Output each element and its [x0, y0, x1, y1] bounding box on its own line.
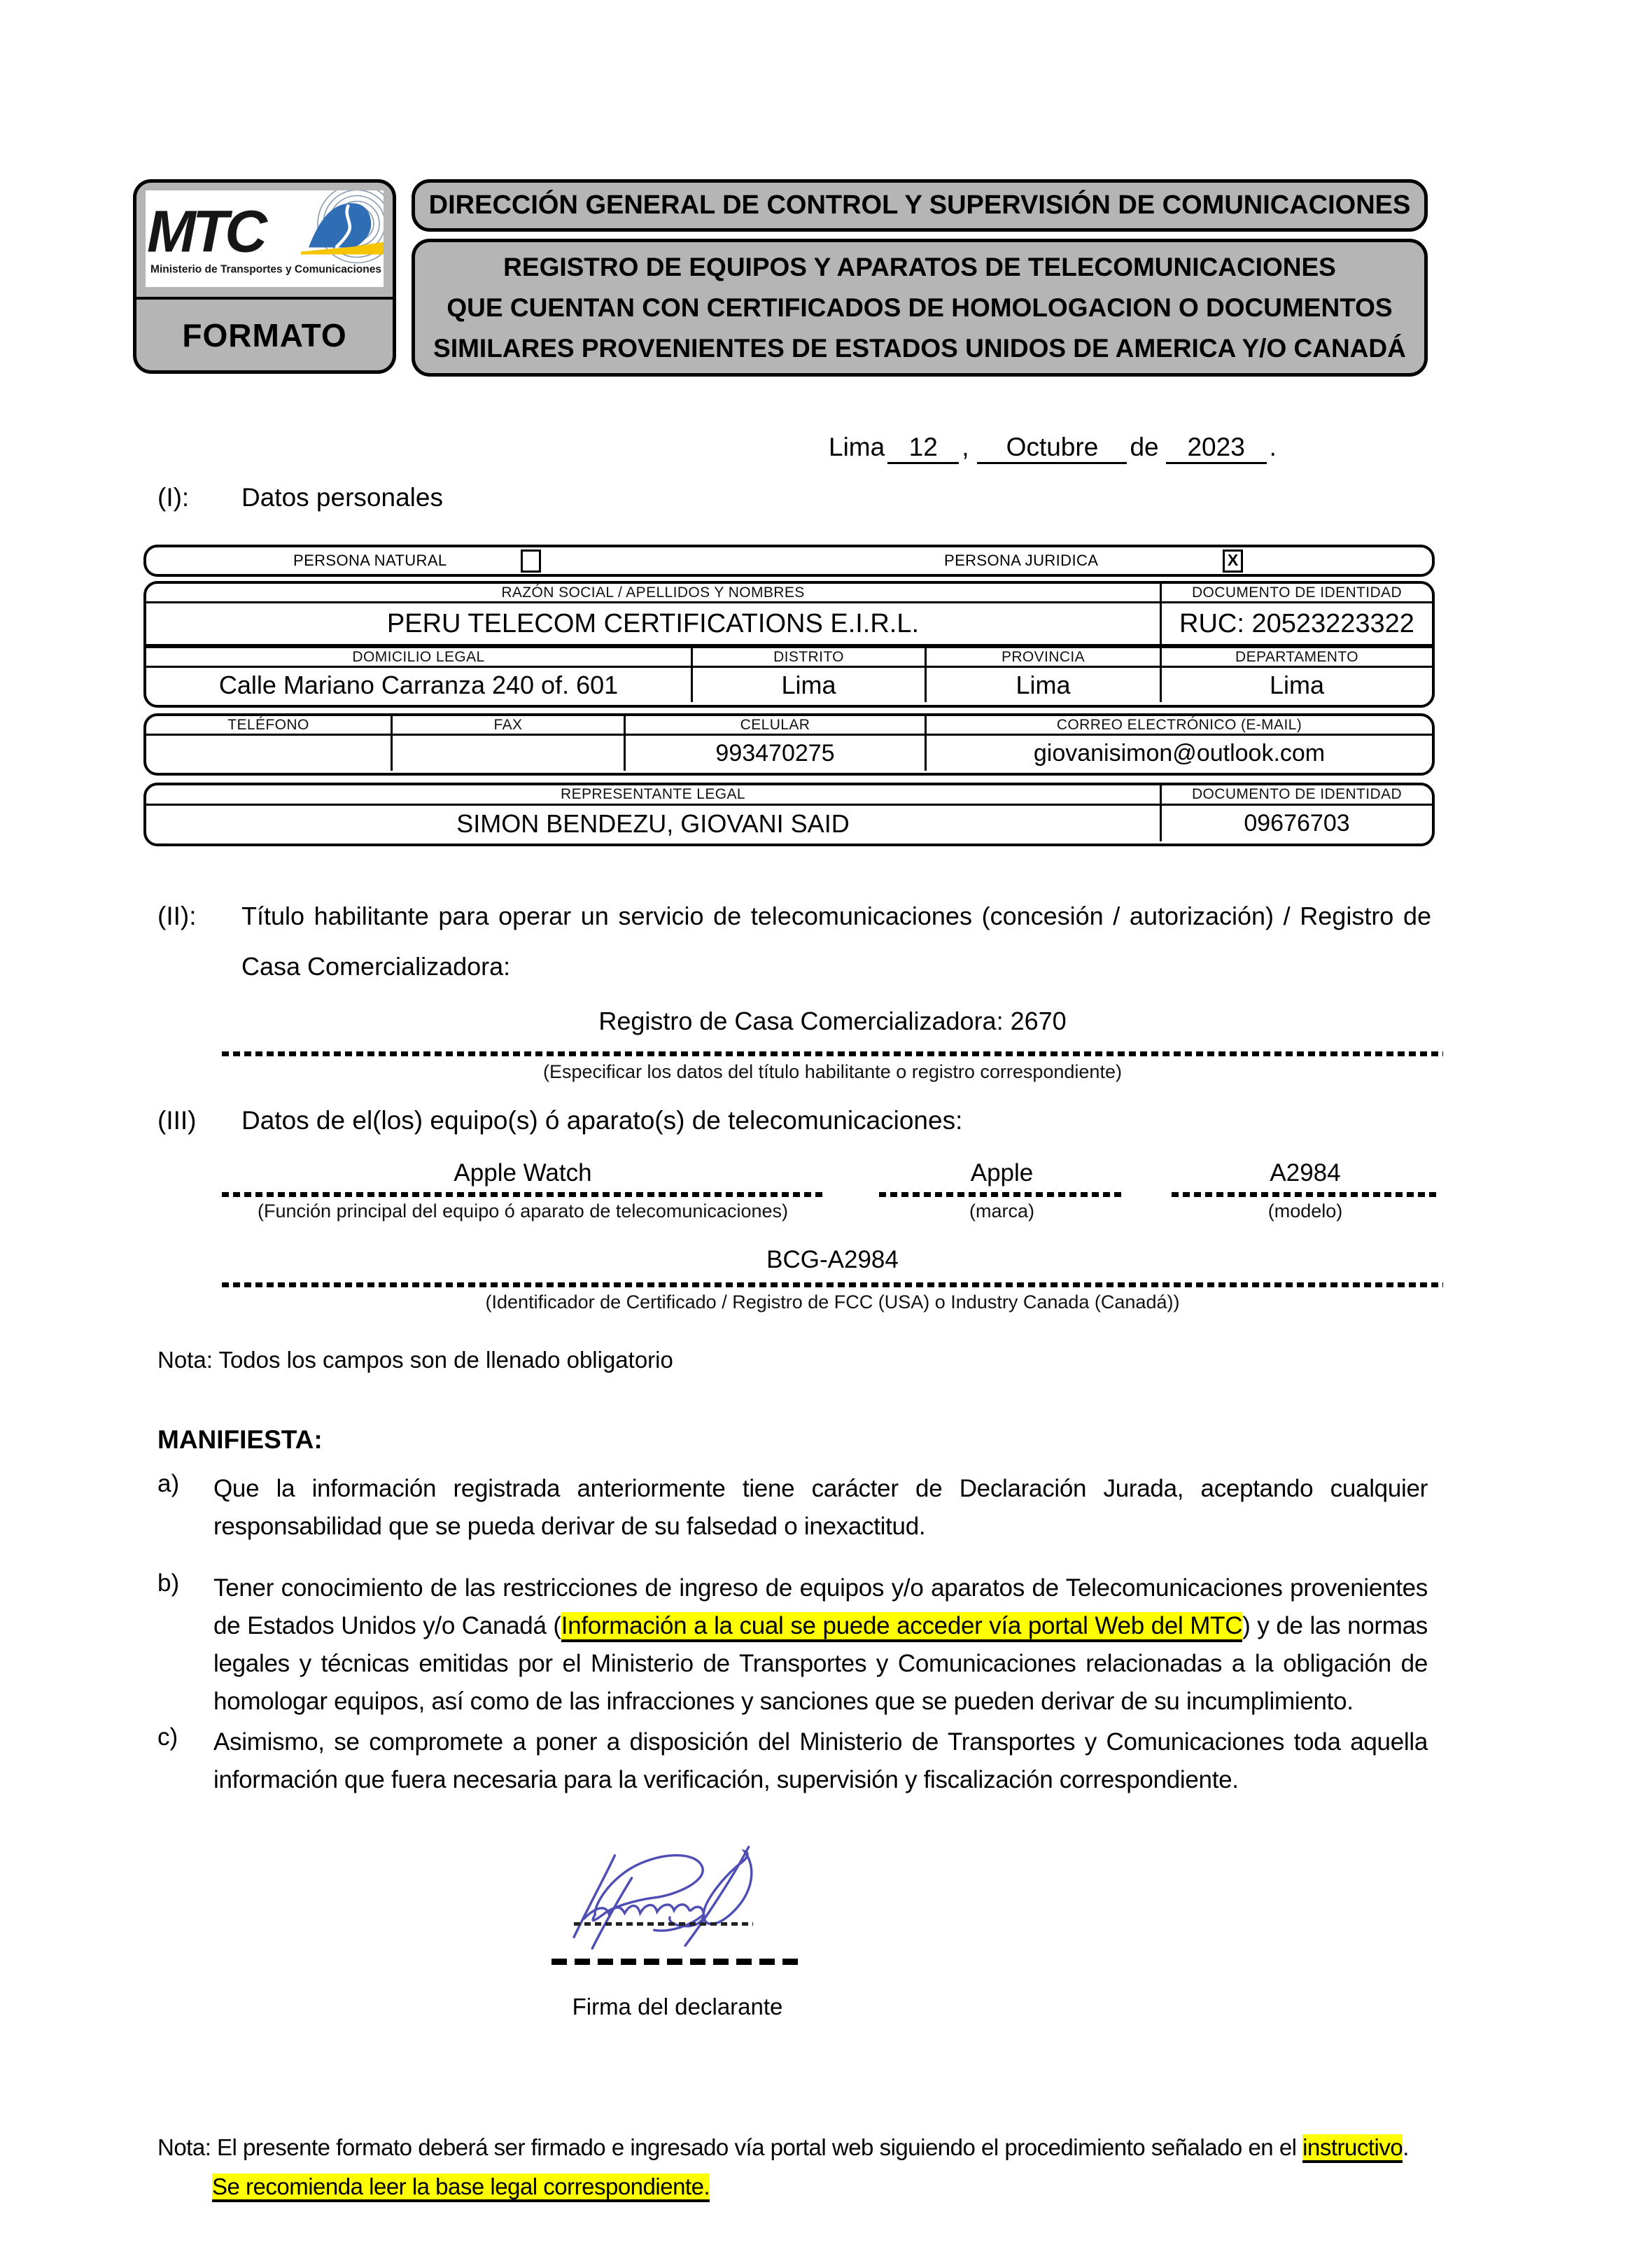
marca-fill-line [879, 1192, 1125, 1197]
domicilio-header-row [146, 648, 1432, 668]
departamento-value: Lima [1160, 668, 1432, 702]
section2-caption: (Especificar los datos del título habilitante o registro correspondiente) [543, 1061, 1122, 1082]
date-year-field: 2023 [1166, 433, 1267, 464]
representante-data-row [146, 806, 1432, 841]
persona-juridica-checkbox[interactable]: X [1223, 550, 1243, 573]
date-comma: , [962, 433, 969, 461]
date-city: Lima [829, 433, 885, 461]
funcion-fill-line [222, 1192, 824, 1197]
celular-header: CELULAR [624, 716, 925, 734]
nota-final-pre: Nota: El presente formato deberá ser firmado e ingresado vía portal web siguiendo el procedimiento señalado en el [157, 2134, 1303, 2160]
distrito-value: Lima [691, 668, 925, 702]
mtc-logo-text: MTC [147, 198, 264, 265]
direccion-title-box [412, 179, 1428, 232]
date-day-field: 12 [887, 433, 959, 464]
representante-value: SIMON BENDEZU, GIOVANI SAID [456, 808, 850, 838]
persona-type-row [143, 545, 1435, 577]
signature-line [551, 1959, 803, 1965]
formato-label: FORMATO [182, 316, 347, 354]
item-b-label: b) [157, 1569, 180, 1597]
telefono-header: TELÉFONO [227, 716, 309, 733]
doc-identidad-value: RUC: 20523223322 [1160, 603, 1432, 644]
correo-value: giovanisimon@outlook.com [925, 736, 1432, 771]
nota-final-period: . [1403, 2134, 1409, 2160]
representante-doc-header: DOCUMENTO DE IDENTIDAD [1160, 785, 1432, 804]
section3-title: Datos de el(los) equipo(s) ó aparato(s) de telecomunicaciones: [241, 1106, 963, 1135]
representante-header-row [146, 785, 1432, 806]
provincia-header: PROVINCIA [925, 648, 1160, 666]
section2-fill-line [222, 1051, 1443, 1056]
section1-title: Datos personales [241, 483, 443, 512]
domicilio-value: Calle Mariano Carranza 240 of. 601 [218, 670, 619, 699]
item-b-highlight: Información a la cual se puede acceder vía portal Web del MTC [561, 1612, 1242, 1642]
fax-header: FAX [391, 716, 624, 734]
registro-title-line2: QUE CUENTAN CON CERTIFICADOS DE HOMOLOGACION O DOCUMENTOS [447, 293, 1393, 322]
razon-social-data-row [146, 603, 1432, 648]
contacto-header-row [146, 716, 1432, 736]
fax-value [391, 736, 624, 771]
provincia-value: Lima [925, 668, 1160, 702]
manifiesta-title: MANIFIESTA: [157, 1425, 323, 1454]
correo-header: CORREO ELECTRÓNICO (E-MAIL) [925, 716, 1432, 734]
nota-final-highlight-base-legal: Se recomienda leer la base legal correspondiente. [212, 2174, 710, 2202]
persona-juridica-label: PERSONA JURIDICA [944, 552, 1099, 569]
representante-doc-value: 09676703 [1160, 806, 1432, 841]
doc-identidad-header: DOCUMENTO DE IDENTIDAD [1160, 584, 1432, 601]
nota-final [157, 2128, 1473, 2206]
persona-natural-label: PERSONA NATURAL [293, 552, 447, 569]
section3-label: (III) [157, 1106, 197, 1135]
mtc-logo [146, 190, 384, 287]
date-month-field: Octubre [977, 433, 1127, 464]
registro-casa-value: Registro de Casa Comercializadora: 2670 [598, 1007, 1067, 1035]
funcion-caption: (Función principal del equipo ó aparato de telecomunicaciones) [258, 1200, 788, 1222]
razon-social-value: PERU TELECOM CERTIFICATIONS E.I.R.L. [386, 608, 920, 638]
mtc-logo-graphic [146, 190, 384, 287]
certificado-fill-line [222, 1282, 1443, 1287]
razon-social-header: RAZÓN SOCIAL / APELLIDOS Y NOMBRES [501, 584, 805, 601]
section2-text-line2: Casa Comercializadora: [241, 952, 511, 981]
section2-label: (II): [157, 902, 197, 930]
certificado-value: BCG-A2984 [766, 1246, 899, 1273]
direccion-title: DIRECCIÓN GENERAL DE CONTROL Y SUPERVISIÓN DE COMUNICACIONES [428, 190, 1411, 220]
registro-title-box [412, 239, 1428, 377]
item-c-text: Asimismo, se compromete a poner a disposición del Ministerio de Transportes y Comunicaciones toda aquella información que fuera necesaria para la verificación, supervisión y fiscalización correspondiente. [213, 1728, 1428, 1793]
section1-label: (I): [157, 483, 190, 512]
contacto-table [143, 713, 1435, 776]
modelo-fill-line [1172, 1192, 1439, 1197]
nota-final-highlight-instructivo: instructivo [1302, 2134, 1403, 2163]
razon-social-domicilio-table [143, 581, 1435, 708]
domicilio-data-row [146, 668, 1432, 702]
celular-value: 993470275 [624, 736, 925, 771]
marca-caption: (marca) [969, 1200, 1034, 1222]
item-b-pre: Tener conocimiento de las restricciones de ingreso de equipos y/o aparatos de Telecomunicaciones provenientes de Estados Unidos y/o Canadá ( [213, 1574, 1428, 1639]
ministry-name-text: Ministerio de Transportes y Comunicaciones [150, 263, 381, 276]
marca-value: Apple [970, 1159, 1034, 1186]
distrito-header: DISTRITO [691, 648, 925, 666]
representante-table [143, 783, 1435, 846]
departamento-header: DEPARTAMENTO [1160, 648, 1432, 666]
modelo-caption: (modelo) [1267, 1200, 1343, 1222]
formato-area [136, 300, 393, 370]
telefono-value [146, 736, 391, 771]
persona-natural-checkbox[interactable] [521, 550, 541, 573]
funcion-value: Apple Watch [454, 1159, 592, 1186]
signature-image [564, 1838, 782, 1961]
date-period: . [1269, 433, 1277, 461]
item-b-post: ) y de las normas legales y técnicas emitidas por el Ministerio de Transportes y Comunicaciones relacionadas a la obligación de homologar equipos, así como de las infracciones y sanciones que se pueden derivar de su incumplimiento. [213, 1612, 1428, 1715]
registro-title-line3: SIMILARES PROVENIENTES DE ESTADOS UNIDOS DE AMERICA Y/O CANADÁ [433, 333, 1406, 363]
mtc-logo-box [133, 179, 396, 374]
date-line [826, 433, 1279, 464]
item-c-label: c) [157, 1723, 178, 1751]
certificado-caption: (Identificador de Certificado / Registro de FCC (USA) o Industry Canada (Canadá)) [485, 1292, 1180, 1312]
domicilio-header: DOMICILIO LEGAL [352, 648, 485, 665]
contacto-data-row [146, 736, 1432, 771]
item-a-text: Que la información registrada anteriormente tiene carácter de Declaración Jurada, aceptando cualquier responsabilidad que se pueda derivar de su falsedad o inexactitud. [213, 1475, 1428, 1540]
item-b-text [213, 1569, 1428, 1721]
representante-header: REPRESENTANTE LEGAL [561, 786, 745, 802]
signature-strike-line [574, 1922, 753, 1926]
modelo-value: A2984 [1270, 1159, 1341, 1186]
registro-title-line1: REGISTRO DE EQUIPOS Y APARATOS DE TELECOMUNICACIONES [503, 252, 1336, 281]
item-a-label: a) [157, 1470, 180, 1497]
nota-campos: Nota: Todos los campos son de llenado obligatorio [157, 1347, 673, 1373]
section2-text-line1: Título habilitante para operar un servicio de telecomunicaciones (concesión / autorización) / Registro de [241, 902, 1431, 930]
date-de: de [1130, 433, 1159, 461]
razon-social-header-row [146, 584, 1432, 603]
signature-label: Firma del declarante [572, 1994, 783, 2019]
